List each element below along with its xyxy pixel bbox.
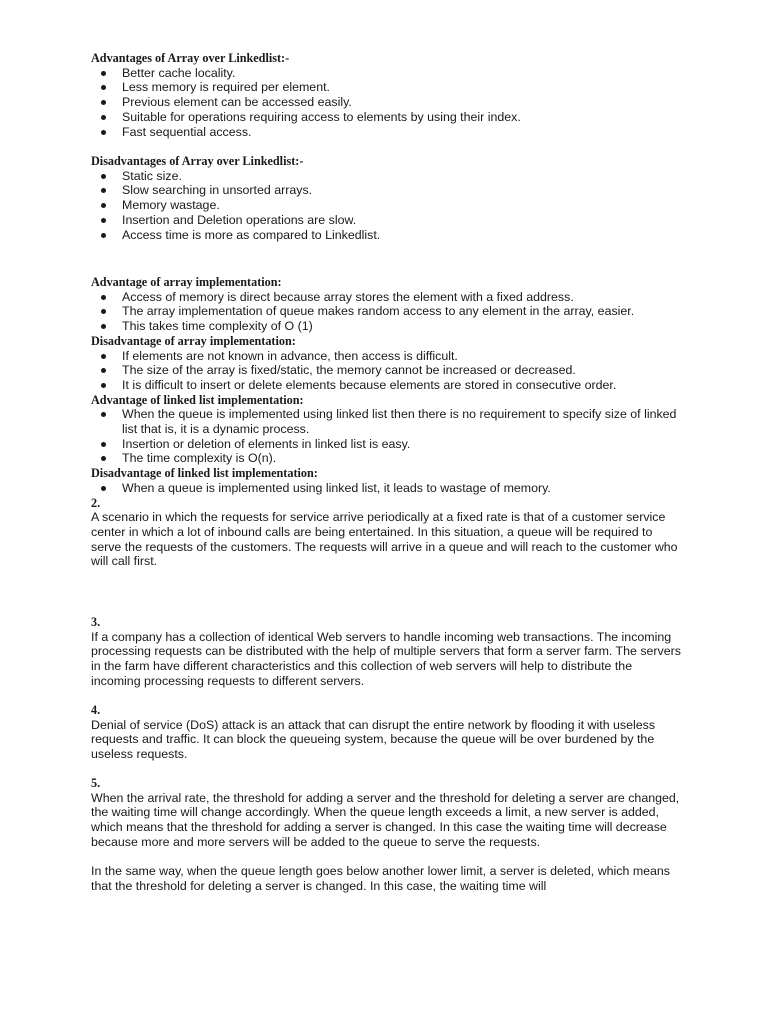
list-item: The array implementation of queue makes random access to any element in the array, easier.	[91, 304, 681, 319]
answer-paragraph: A scenario in which the requests for service arrive periodically at a fixed rate is that of a customer service center in which a lot of inbound calls are being entertained. In this situation, a queue will be required to serve the requests of the customers. The requests will arrive in a queue and will reach to the customer who will call first.	[91, 510, 678, 569]
list-item: The time complexity is O(n).	[91, 451, 681, 466]
bullet-list	[91, 407, 681, 466]
list-item: Insertion and Deletion operations are slow.	[91, 213, 681, 228]
answer-number: 4.	[91, 703, 101, 717]
section-disadvantages-array-over-linkedlist	[91, 154, 681, 242]
answer-paragraph: In the same way, when the queue length goes below another lower limit, a server is deleted, which means that the threshold for deleting a server is changed. In this case, the waiting time will	[91, 864, 671, 893]
bullet-list	[91, 66, 681, 140]
list-item: Suitable for operations requiring access to elements by using their index.	[91, 110, 681, 125]
answer-paragraph: Denial of service (DoS) attack is an attack that can disrupt the entire network by flooding it with useless requests and traffic. It can block the queueing system, because the queue will be over burdened by the useless requests.	[91, 717, 656, 762]
answer-4	[91, 703, 681, 762]
bullet-list	[91, 290, 681, 334]
section-heading: Advantage of array implementation:	[91, 275, 282, 289]
bullet-list	[91, 349, 681, 393]
answer-number: 2.	[91, 495, 101, 510]
section-heading: Disadvantage of linked list implementation:	[91, 466, 318, 481]
list-item: Better cache locality.	[91, 66, 681, 81]
answer-5	[91, 776, 681, 894]
bullet-list	[91, 481, 681, 496]
list-item: Static size.	[91, 169, 681, 184]
section-heading: Advantage of linked list implementation:	[91, 392, 304, 407]
list-item: If elements are not known in advance, then access is difficult.	[91, 349, 681, 364]
list-item: Insertion or deletion of elements in linked list is easy.	[91, 437, 681, 452]
bullet-list	[91, 169, 681, 243]
section-heading: Advantages of Array over Linkedlist:-	[91, 51, 290, 65]
answer-3	[91, 615, 681, 689]
list-item: Previous element can be accessed easily.	[91, 95, 681, 110]
list-item: Access time is more as compared to Linkedlist.	[91, 228, 681, 243]
answer-paragraph: When the arrival rate, the threshold for adding a server and the threshold for deleting a server are changed, the waiting time will change accordingly. When the queue length exceeds a limit, a new server is added, which means that the threshold for adding a server is changed. In this case the waiting time will decrease because more and more servers will be added to the queue to serve the requests.	[91, 790, 680, 849]
answer-number: 5.	[91, 776, 101, 790]
list-item: Fast sequential access.	[91, 125, 681, 140]
section-advantage-array-implementation	[91, 275, 681, 569]
section-advantages-array-over-linkedlist	[91, 51, 681, 139]
answer-paragraph: If a company has a collection of identical Web servers to handle incoming web transactions. The incoming processing requests can be distributed with the help of multiple servers that form a server farm. The servers in the farm have different characteristics and this collection of web servers will help to distribute the incoming processing requests to different servers.	[91, 629, 681, 688]
section-heading: Disadvantage of array implementation:	[91, 333, 296, 348]
list-item: Memory wastage.	[91, 198, 681, 213]
list-item: Slow searching in unsorted arrays.	[91, 183, 681, 198]
list-item: When a queue is implemented using linked list, it leads to wastage of memory.	[91, 481, 681, 496]
section-heading: Disadvantages of Array over Linkedlist:-	[91, 154, 304, 168]
answer-number: 3.	[91, 615, 101, 629]
list-item: The size of the array is fixed/static, the memory cannot be increased or decreased.	[91, 363, 681, 378]
list-item: Less memory is required per element.	[91, 80, 681, 95]
list-item: It is difficult to insert or delete elements because elements are stored in consecutive order.	[91, 378, 681, 393]
list-item: Access of memory is direct because array stores the element with a fixed address.	[91, 290, 681, 305]
list-item: When the queue is implemented using linked list then there is no requirement to specify size of linked list that is, it is a dynamic process.	[91, 407, 681, 436]
list-item: This takes time complexity of O (1)	[91, 319, 681, 334]
